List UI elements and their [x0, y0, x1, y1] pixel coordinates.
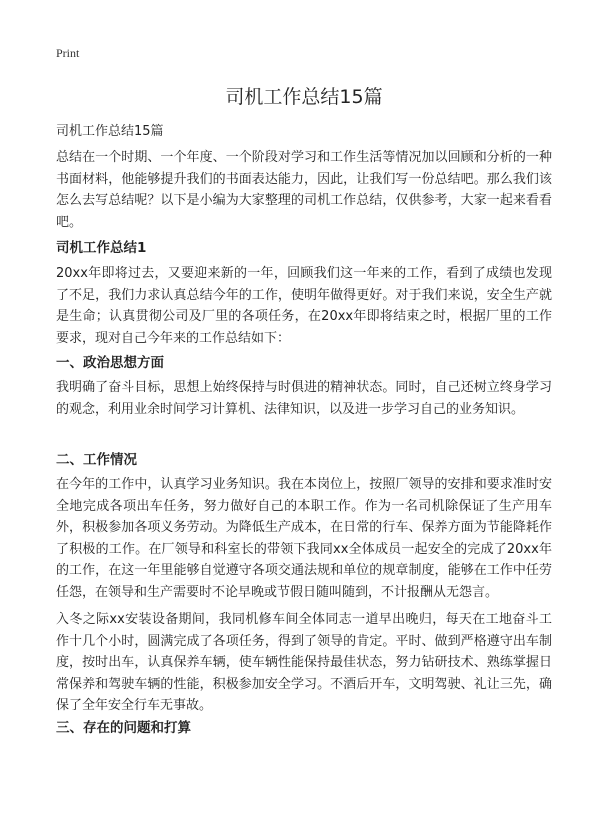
work-paragraph-2: 入冬之际xx安装设备期间，我同机修车间全体同志一道早出晚归，每天在工地奋斗工作十几个小时，圆满完成了各项任务，得到了领导的肯定。平时、做到严格遵守出车制度，按时出车，认真保养车辆，使车辆性能保持最佳状态，努力钻研技术、熟练掌握日常保养和驾驶车辆的性能，积极参加安全学习。不酒后开车，文明驾驶、礼让三先，确保了全年安全行车无事故。 — [56, 612, 552, 713]
page-title: 司机工作总结15篇 — [225, 86, 383, 108]
heading-work: 二、工作情况 — [56, 452, 137, 468]
work-paragraph-1: 在今年的工作中，认真学习业务知识。我在本岗位上，按照厂领导的安排和要求准时安全地完成各项出车任务，努力做好自己的本职工作。作为一名司机除保证了生产用车外，积极参加各项义务劳动。为降低生产成本，在日常的行车、保养方面为节能降耗作了积极的工作。在厂领导和科室长的带领下我同xx全体成员一起安全的完成了20xx年的工作，在这一年里能够自觉遵守各项交通法规和单位的规章制度，能够在工作中任劳任怨，在领导和生产需要时不论早晚或节假日随叫随到，不计报酬从无怨言。 — [56, 477, 552, 600]
heading-political: 一、政治思想方面 — [56, 355, 164, 371]
heading-problems: 三、存在的问题和打算 — [56, 720, 191, 736]
print-link[interactable]: Print — [56, 46, 80, 60]
document-subtitle: 司机工作总结15篇 — [56, 124, 164, 139]
intro-paragraph: 总结在一个时期、一个年度、一个阶段对学习和工作生活等情况加以回顾和分析的一种书面材料，他能够提升我们的书面表达能力，因此，让我们写一份总结吧。那么我们该怎么去写总结呢？以下是小编为大家整理的司机工作总结，仅供参考，大家一起来看看吧。 — [56, 150, 552, 230]
section1-paragraph: 20xx年即将过去，又要迎来新的一年，回顾我们这一年来的工作，看到了成绩也发现了不足，我们力求认真总结今年的工作，使明年做得更好。对于我们来说，安全生产就是生命；认真贯彻公司及厂里的各项任务，在20xx年即将结束之时，根据厂里的工作要求，现对自己今年来的工作总结如下： — [56, 266, 552, 346]
section-heading-1: 司机工作总结1 — [56, 240, 147, 256]
political-paragraph: 我明确了奋斗目标，思想上始终保持与时俱进的精神状态。同时，自己还树立终身学习的观念，利用业余时间学习计算机、法律知识，以及进一步学习自己的业务知识。 — [56, 380, 552, 417]
